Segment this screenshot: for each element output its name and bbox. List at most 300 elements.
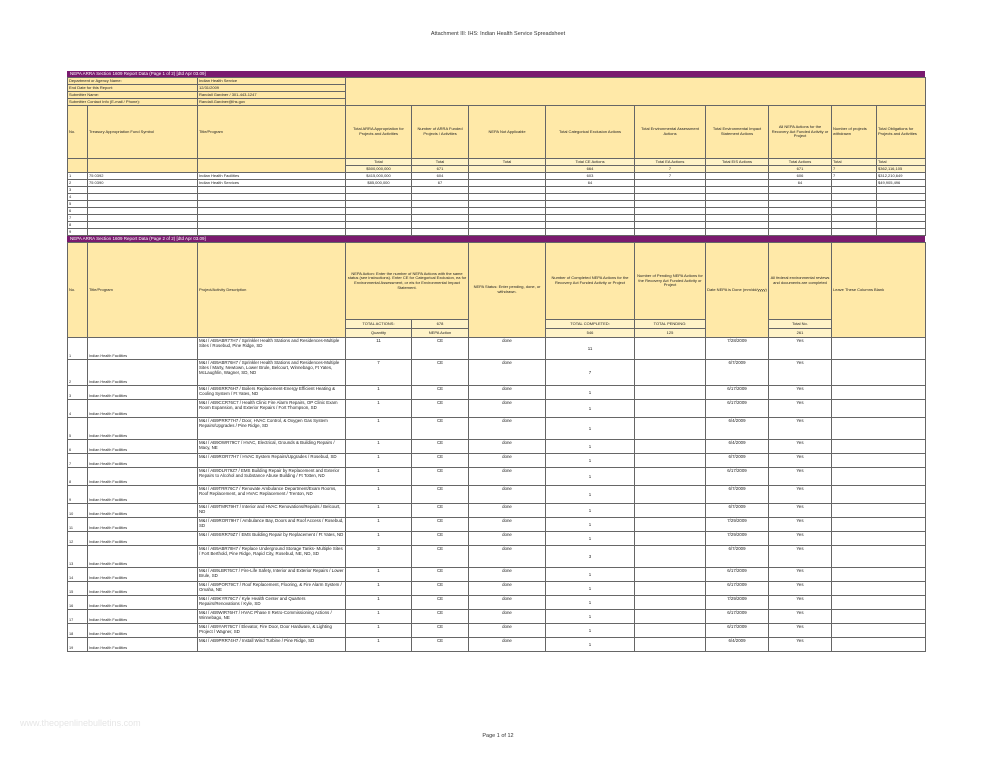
table-row: [68, 624, 926, 638]
cell-allfed: Yes: [769, 386, 832, 400]
cell-pending: [635, 582, 706, 596]
cell-allfed: Yes: [769, 504, 832, 518]
cell-status: done: [469, 624, 546, 638]
total-completed-label: TOTAL COMPLETED:: [546, 320, 635, 329]
cell-eis: [706, 208, 769, 215]
cell-blank: [832, 596, 926, 610]
cell-title: [198, 215, 346, 222]
cell-date: 6/17/2009: [706, 400, 769, 418]
cell-no: 15: [68, 582, 88, 596]
cell-project: M&I / AB9YAR76C7 / Elevator, Fire Door, Door Hardware, & Lighting Project / Wagner, SD: [198, 624, 346, 638]
cell-completed: 1: [546, 440, 635, 454]
cell-completed: 1: [546, 418, 635, 440]
cell-qty: 1: [346, 386, 412, 400]
cell-title: Indian Health Facilities: [88, 486, 198, 504]
cell-ea: [635, 208, 706, 215]
cell-no: 9: [68, 229, 88, 236]
col-eis-header: Total Environmental Impact Statement Actions: [706, 106, 769, 159]
cell-na: [469, 215, 546, 222]
cell-ce: [546, 229, 635, 236]
cell-completed: 1: [546, 504, 635, 518]
cell-completed: 1: [546, 468, 635, 486]
cell-date: 7/29/2009: [706, 596, 769, 610]
cell-completed: 1: [546, 624, 635, 638]
cell-project: M&I / AB9OWR79C7 / HVAC, Electrical, Grounds & Building Repairs / Macy, NE: [198, 440, 346, 454]
cell-action: CE: [412, 568, 469, 582]
cell-allfed: Yes: [769, 532, 832, 546]
na-total-value: [469, 166, 546, 173]
table-row: [68, 180, 926, 187]
cell-ea: [635, 215, 706, 222]
cell-funded: 604: [412, 173, 469, 180]
document-title: Attachment III: IHS: Indian Health Service Spreadsheet: [430, 31, 566, 37]
cell-status: done: [469, 454, 546, 468]
cell-pending: [635, 418, 706, 440]
cell-action: CE: [412, 454, 469, 468]
cell-action: CE: [412, 468, 469, 486]
cell-no: 1: [68, 173, 88, 180]
cell-status: done: [469, 638, 546, 652]
col-all-header: All NEPA Actions for the Recovery Act Funded Activity or Project: [769, 106, 832, 159]
col-no-header: No.: [68, 106, 88, 159]
cell-status: done: [469, 440, 546, 454]
info-label: Submitter Name:: [68, 92, 198, 99]
total-completed-value: 546: [546, 329, 635, 338]
cell-blank: [832, 568, 926, 582]
cell-action: CE: [412, 638, 469, 652]
cell-no: 7: [68, 454, 88, 468]
cell-tafs: [88, 222, 198, 229]
cell-withdrawn: [832, 229, 877, 236]
s2-col-nepa-action-header: NEPA Action: Enter the number of NEPA Actions with the same status (see instructions). Enter CE for Categorical Exclusion, ea for Environmental Assessment, or eis for Environmental Impact Statement.: [346, 243, 469, 320]
cell-pending: [635, 568, 706, 582]
cell-date: 6/4/2009: [706, 418, 769, 440]
cell-tafs: [88, 208, 198, 215]
cell-no: 3: [68, 187, 88, 194]
cell-approp: [346, 222, 412, 229]
cell-qty: 1: [346, 454, 412, 468]
cell-no: 7: [68, 215, 88, 222]
s2-col-completed-header: Number of Completed NEPA Actions for the Recovery Act Funded Activity or Project: [546, 243, 635, 320]
cell-completed: 1: [546, 400, 635, 418]
cell-status: done: [469, 596, 546, 610]
cell-qty: 1: [346, 504, 412, 518]
cell-na: [469, 180, 546, 187]
funded-total-label: Total: [412, 159, 469, 166]
cell-pending: [635, 610, 706, 624]
cell-no: 6: [68, 440, 88, 454]
cell-allfed: Yes: [769, 360, 832, 386]
info-row: [68, 78, 926, 85]
cell-withdrawn: [832, 215, 877, 222]
cell-completed: 1: [546, 486, 635, 504]
eis-total-label: Total EIS Actions: [706, 159, 769, 166]
table-row: [68, 360, 926, 386]
cell-action: CE: [412, 486, 469, 504]
cell-qty: 7: [346, 360, 412, 386]
cell-blank: [832, 338, 926, 360]
cell-no: 5: [68, 418, 88, 440]
cell-date: 6/4/2009: [706, 440, 769, 454]
cell-all: [769, 222, 832, 229]
cell-na: [469, 194, 546, 201]
cell-status: done: [469, 582, 546, 596]
cell-blank: [832, 454, 926, 468]
s2-col-status-header: NEPA Status: Enter pending, done, or withdrawn.: [469, 243, 546, 338]
cell-eis: [706, 215, 769, 222]
cell-completed: 1: [546, 454, 635, 468]
cell-qty: 1: [346, 518, 412, 532]
withdrawn-total-label: Total: [832, 159, 877, 166]
table-row: [68, 582, 926, 596]
cell-no: 14: [68, 568, 88, 582]
cell-na: [469, 208, 546, 215]
cell-title: [198, 201, 346, 208]
cell-pending: [635, 532, 706, 546]
cell-action: CE: [412, 518, 469, 532]
cell-allfed: Yes: [769, 624, 832, 638]
cell-allfed: Yes: [769, 454, 832, 468]
col-withdrawn-header: Number of projects withdrawn: [832, 106, 877, 159]
oblig-total-value: $362,116,105: [877, 166, 926, 173]
cell-allfed: Yes: [769, 400, 832, 418]
na-total-label: Total: [469, 159, 546, 166]
cell-qty: 1: [346, 610, 412, 624]
s2-col-blank-header: Leave These Columns Blank: [832, 243, 926, 338]
cell-qty: 1: [346, 400, 412, 418]
cell-tafs: 75 0392: [88, 173, 198, 180]
cell-title: Indian Health Facilities: [88, 582, 198, 596]
cell-pending: [635, 624, 706, 638]
cell-title: Indian Health Facilities: [198, 173, 346, 180]
oblig-total-label: Total: [877, 159, 926, 166]
cell-date: 7/29/2009: [706, 518, 769, 532]
cell-project: M&I / AB9SRR79Z7 / EMS Building Repair by Replacement / Ft Yates, ND: [198, 532, 346, 546]
cell-funded: [412, 194, 469, 201]
funded-total-value: 671: [412, 166, 469, 173]
table-row: [68, 568, 926, 582]
cell-no: 11: [68, 518, 88, 532]
cell-eis: [706, 229, 769, 236]
cell-blank: [832, 624, 926, 638]
cell-status: done: [469, 610, 546, 624]
cell-no: 17: [68, 610, 88, 624]
cell-completed: 1: [546, 532, 635, 546]
eis-total-value: [706, 166, 769, 173]
cell-withdrawn: [832, 180, 877, 187]
section2-band: NEPA ARRA Section 1609 Report Data (Page 2 of 2) [dtd Apr 03.09]: [67, 236, 925, 242]
cell-all: [769, 229, 832, 236]
cell-allfed: Yes: [769, 638, 832, 652]
cell-date: 6/4/2009: [706, 638, 769, 652]
cell-approp: $415,000,000: [346, 173, 412, 180]
cell-completed: 1: [546, 582, 635, 596]
cell-pending: [635, 638, 706, 652]
cell-tafs: 75 0390: [88, 180, 198, 187]
spreadsheet: [67, 71, 925, 652]
cell-date: 6/7/2009: [706, 360, 769, 386]
cell-ea: [635, 201, 706, 208]
cell-action: CE: [412, 582, 469, 596]
cell-blank: [832, 386, 926, 400]
cell-pending: [635, 504, 706, 518]
cell-status: done: [469, 360, 546, 386]
cell-funded: [412, 201, 469, 208]
cell-approp: [346, 229, 412, 236]
cell-title: Indian Health Facilities: [88, 400, 198, 418]
cell-ce: [546, 187, 635, 194]
cell-action: CE: [412, 386, 469, 400]
cell-project: M&I / AB9ABR76H7 / Sprinkler Health Stations and Residences-Multiple Sites / Marty, Newtown, Lower Brule, Belcourt, Winnebago, Ft Yates, McLaughlin, Wagner, SD, ND: [198, 360, 346, 386]
table-row: [68, 418, 926, 440]
cell-pending: [635, 386, 706, 400]
cell-no: 4: [68, 400, 88, 418]
ce-total-value: 664: [546, 166, 635, 173]
info-value: Randall Gardner / 301-443-1247: [198, 92, 346, 99]
table-row: [68, 596, 926, 610]
info-label: End Date for this Report:: [68, 85, 198, 92]
cell-qty: 1: [346, 596, 412, 610]
cell-blank: [832, 504, 926, 518]
cell-action: CE: [412, 624, 469, 638]
cell-title: Indian Health Facilities: [88, 440, 198, 454]
cell-allfed: Yes: [769, 568, 832, 582]
col-tafs-header: Treasury Appropriation Fund Symbol: [88, 106, 198, 159]
cell-project: M&I / AB9ROR79H7 / Ambulance Bay, Doors and Roof Access / Rosebud, SD: [198, 518, 346, 532]
cell-funded: [412, 222, 469, 229]
cell-title: Indian Health Facilities: [88, 338, 198, 360]
cell-pending: [635, 486, 706, 504]
cell-completed: 1: [546, 386, 635, 400]
cell-qty: 1: [346, 582, 412, 596]
cell-title: Indian Health Facilities: [88, 360, 198, 386]
cell-action: CE: [412, 532, 469, 546]
cell-allfed: Yes: [769, 338, 832, 360]
cell-ce: 64: [546, 180, 635, 187]
section1-header-row: [68, 106, 926, 159]
cell-action: CE: [412, 440, 469, 454]
table-row: [68, 486, 926, 504]
cell-completed: 11: [546, 338, 635, 360]
cell-all: [769, 215, 832, 222]
cell-eis: [706, 194, 769, 201]
cell-project: M&I / AB9TRR76C7 / Renovate Ambulance Department/Exam Rooms, Roof Replacement, and HVAC Replacement / Trenton, ND: [198, 486, 346, 504]
cell-project: M&I / AB9DLR79Z7 / EMS Building Repair by Replacement and Exterior Repairs to Alcohol and Substance Abuse Building / Ft Totten, ND: [198, 468, 346, 486]
cell-ce: [546, 215, 635, 222]
section2-table: [67, 242, 926, 652]
cell-approp: $85,000,000: [346, 180, 412, 187]
cell-ea: [635, 180, 706, 187]
info-block: [68, 78, 926, 106]
cell-title: Indian Health Facilities: [88, 504, 198, 518]
table-row: [68, 468, 926, 486]
cell-title: [198, 194, 346, 201]
nepa-action-label: NEPA Action: [412, 329, 469, 338]
cell-pending: [635, 596, 706, 610]
all-total-value: 671: [769, 166, 832, 173]
cell-oblig: $49,905,496: [877, 180, 926, 187]
cell-funded: [412, 215, 469, 222]
cell-oblig: [877, 187, 926, 194]
cell-blank: [832, 638, 926, 652]
cell-project: M&I / AB9ROR77H7 / HVAC System Repairs/Upgrades / Rosebud, SD: [198, 454, 346, 468]
cell-ea: [635, 187, 706, 194]
cell-title: Indian Health Facilities: [88, 518, 198, 532]
cell-approp: [346, 201, 412, 208]
approp-total-label: Total: [346, 159, 412, 166]
cell-title: Indian Health Facilities: [88, 624, 198, 638]
table-row: [68, 532, 926, 546]
cell-qty: 1: [346, 486, 412, 504]
cell-qty: 1: [346, 532, 412, 546]
col-na-header: NEPA Not Applicable: [469, 106, 546, 159]
cell-na: [469, 187, 546, 194]
cell-eis: [706, 201, 769, 208]
table-row: [68, 173, 926, 180]
cell-all: 64: [769, 180, 832, 187]
total-actions-label: TOTAL ACTIONS:: [346, 320, 412, 329]
cell-project: M&I / AB9PRR77H7 / Door, HVAC Control, & Oxygen Gas System Repairs/Upgrades / Pine Ridge, SD: [198, 418, 346, 440]
table-row: [68, 208, 926, 215]
info-filler: [346, 78, 926, 106]
cell-ce: [546, 201, 635, 208]
cell-oblig: [877, 222, 926, 229]
cell-eis: [706, 173, 769, 180]
cell-ea: [635, 222, 706, 229]
cell-eis: [706, 180, 769, 187]
cell-status: done: [469, 504, 546, 518]
cell-eis: [706, 222, 769, 229]
cell-qty: 1: [346, 624, 412, 638]
cell-date: 7/28/2009: [706, 338, 769, 360]
cell-pending: [635, 440, 706, 454]
cell-date: 6/7/2009: [706, 504, 769, 518]
cell-title: Indian Health Facilities: [88, 418, 198, 440]
cell-approp: [346, 194, 412, 201]
cell-qty: 1: [346, 440, 412, 454]
cell-completed: 3: [546, 546, 635, 568]
cell-allfed: Yes: [769, 582, 832, 596]
table-row: [68, 454, 926, 468]
cell-oblig: [877, 229, 926, 236]
info-value: Indian Health Service: [198, 78, 346, 85]
cell-action: CE: [412, 504, 469, 518]
cell-status: done: [469, 532, 546, 546]
cell-no: 16: [68, 596, 88, 610]
cell-na: [469, 222, 546, 229]
cell-tafs: [88, 201, 198, 208]
cell-tafs: [88, 187, 198, 194]
cell-date: 6/7/2009: [706, 546, 769, 568]
s2-col-title-header: Title/Program: [88, 243, 198, 338]
cell-qty: 3: [346, 546, 412, 568]
cell-title: Indian Health Services: [198, 180, 346, 187]
cell-title: Indian Health Facilities: [88, 532, 198, 546]
cell-qty: 1: [346, 468, 412, 486]
cell-oblig: [877, 194, 926, 201]
cell-no: 3: [68, 386, 88, 400]
cell-oblig: [877, 208, 926, 215]
watermark: www.theopenlinebulletins.com: [20, 718, 141, 728]
cell-status: done: [469, 568, 546, 582]
cell-allfed: Yes: [769, 596, 832, 610]
cell-status: done: [469, 518, 546, 532]
cell-qty: 11: [346, 338, 412, 360]
col-ce-header: Total Categorical Exclusion Actions: [546, 106, 635, 159]
cell-na: [469, 229, 546, 236]
cell-blank: [832, 440, 926, 454]
cell-blank: [832, 400, 926, 418]
cell-title: [198, 187, 346, 194]
s2-col-project-header: Project/Activity Description: [198, 243, 346, 338]
cell-date: 6/17/2009: [706, 582, 769, 596]
cell-no: 10: [68, 504, 88, 518]
cell-no: 19: [68, 638, 88, 652]
cell-withdrawn: [832, 194, 877, 201]
cell-pending: [635, 400, 706, 418]
cell-funded: [412, 187, 469, 194]
cell-ce: [546, 194, 635, 201]
cell-completed: 1: [546, 610, 635, 624]
cell-no: 8: [68, 222, 88, 229]
cell-blank: [832, 486, 926, 504]
cell-status: done: [469, 486, 546, 504]
cell-project: M&I / AB9TMR79H7 / Interior and HVAC Renovations/Repairs / Belcourt, ND: [198, 504, 346, 518]
cell-completed: 1: [546, 596, 635, 610]
cell-date: 6/17/2009: [706, 386, 769, 400]
cell-pending: [635, 360, 706, 386]
cell-ea: 7: [635, 173, 706, 180]
cell-status: done: [469, 400, 546, 418]
cell-tafs: [88, 194, 198, 201]
cell-date: 6/7/2009: [706, 454, 769, 468]
cell-approp: [346, 208, 412, 215]
ea-total-value: 7: [635, 166, 706, 173]
info-value: 12/31/2009: [198, 85, 346, 92]
quantity-label: Quantity: [346, 329, 412, 338]
col-oblig-header: Total Obligations for Projects and Activities: [877, 106, 926, 159]
cell-oblig: [877, 215, 926, 222]
cell-all: [769, 187, 832, 194]
s2-col-date-header: Date NEPA is Done (mm/dd/yyyy): [706, 243, 769, 338]
cell-no: 18: [68, 624, 88, 638]
cell-blank: [832, 418, 926, 440]
cell-qty: 1: [346, 568, 412, 582]
table-row: [68, 187, 926, 194]
s2-col-allfed-header: All federal environmental reviews and documents are completed: [769, 243, 832, 320]
cell-no: 13: [68, 546, 88, 568]
cell-action: CE: [412, 596, 469, 610]
cell-status: done: [469, 468, 546, 486]
cell-project: M&I / AB9PRR74H7 / Install Wind Turbine / Pine Ridge, SD: [198, 638, 346, 652]
cell-title: Indian Health Facilities: [88, 386, 198, 400]
cell-date: 6/17/2009: [706, 568, 769, 582]
table-row: [68, 518, 926, 532]
cell-na: [469, 201, 546, 208]
info-label: Submitter Contact Info (E-mail / Phone):: [68, 99, 198, 106]
cell-no: 2: [68, 360, 88, 386]
cell-funded: 67: [412, 180, 469, 187]
cell-action: CE: [412, 418, 469, 440]
table-row: [68, 610, 926, 624]
cell-title: Indian Health Facilities: [88, 468, 198, 486]
cell-title: Indian Health Facilities: [88, 638, 198, 652]
cell-funded: [412, 208, 469, 215]
table-row: [68, 222, 926, 229]
cell-qty: 1: [346, 638, 412, 652]
section2-header-row: [68, 243, 926, 320]
cell-completed: 1: [546, 568, 635, 582]
